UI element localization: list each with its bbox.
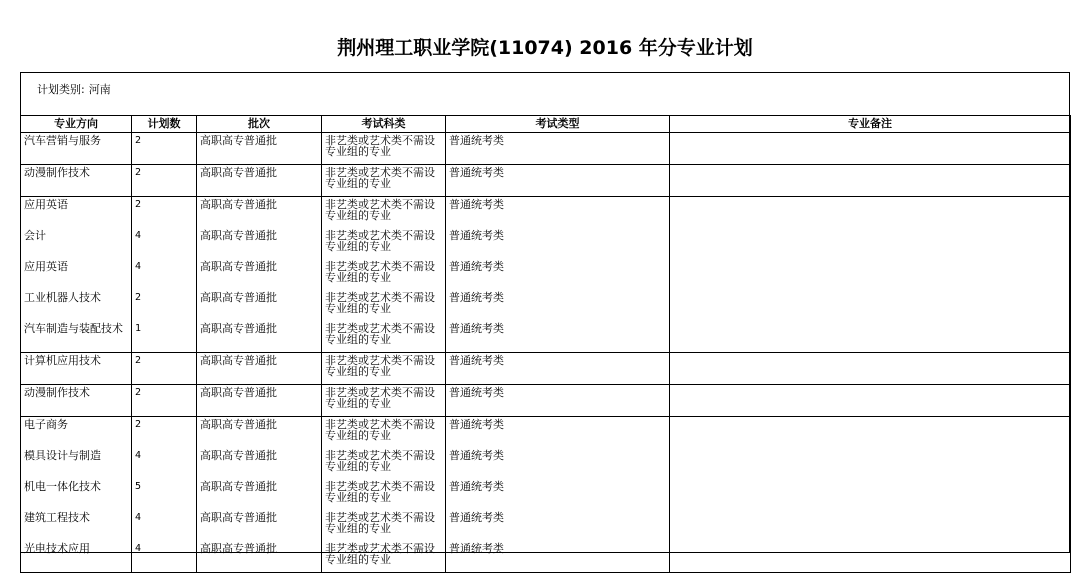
table-row <box>21 133 1071 165</box>
batch-cell: 高职高专普通批 <box>197 197 322 229</box>
table-row <box>21 165 1071 197</box>
exam-type-cell: 普通统考类 <box>446 448 670 479</box>
table-row <box>21 510 1071 541</box>
count-cell: 5 <box>132 479 197 510</box>
exam-type-cell: 普通统考类 <box>446 259 670 290</box>
subject-cell: 非艺类或艺术类不需设专业组的专业 <box>322 448 446 479</box>
major-cell: 动漫制作技术 <box>21 165 132 197</box>
plan-type-label: 计划类别: <box>37 83 85 96</box>
remark-cell <box>670 197 1071 229</box>
remark-cell <box>670 479 1071 510</box>
count-cell: 2 <box>132 353 197 385</box>
major-cell: 汽车制造与装配技术 <box>21 321 132 353</box>
batch-cell: 高职高专普通批 <box>197 228 322 259</box>
major-cell: 会计 <box>21 228 132 259</box>
exam-type-cell: 普通统考类 <box>446 165 670 197</box>
count-cell: 4 <box>132 448 197 479</box>
major-cell: 动漫制作技术 <box>21 385 132 417</box>
plan-sheet <box>20 72 1070 566</box>
table-row <box>21 321 1071 353</box>
exam-type-cell: 普通统考类 <box>446 510 670 541</box>
remark-cell <box>670 290 1071 321</box>
batch-cell: 高职高专普通批 <box>197 290 322 321</box>
batch-cell: 高职高专普通批 <box>197 541 322 573</box>
count-cell: 2 <box>132 385 197 417</box>
remark-cell <box>670 353 1071 385</box>
remark-cell <box>670 259 1071 290</box>
subject-cell: 非艺类或艺术类不需设专业组的专业 <box>322 353 446 385</box>
table-row <box>21 197 1071 229</box>
count-cell: 1 <box>132 321 197 353</box>
exam-type-cell: 普通统考类 <box>446 133 670 165</box>
remark-cell <box>670 541 1071 573</box>
batch-cell: 高职高专普通批 <box>197 321 322 353</box>
subject-cell: 非艺类或艺术类不需设专业组的专业 <box>322 321 446 353</box>
plan-table <box>20 115 1071 573</box>
exam-type-cell: 普通统考类 <box>446 290 670 321</box>
subject-cell: 非艺类或艺术类不需设专业组的专业 <box>322 197 446 229</box>
count-cell: 2 <box>132 290 197 321</box>
plan-type-line <box>37 81 111 97</box>
exam-type-cell: 普通统考类 <box>446 321 670 353</box>
remark-cell <box>670 385 1071 417</box>
count-cell: 4 <box>132 259 197 290</box>
exam-type-cell: 普通统考类 <box>446 541 670 573</box>
remark-cell <box>670 321 1071 353</box>
major-cell: 汽车营销与服务 <box>21 133 132 165</box>
remark-cell <box>670 165 1071 197</box>
table-row <box>21 290 1071 321</box>
major-cell: 机电一体化技术 <box>21 479 132 510</box>
batch-cell: 高职高专普通批 <box>197 165 322 197</box>
batch-cell: 高职高专普通批 <box>197 417 322 449</box>
exam-type-cell: 普通统考类 <box>446 479 670 510</box>
batch-cell: 高职高专普通批 <box>197 133 322 165</box>
major-cell: 工业机器人技术 <box>21 290 132 321</box>
table-row <box>21 385 1071 417</box>
table-header-row <box>21 116 1071 133</box>
major-cell: 电子商务 <box>21 417 132 449</box>
count-cell: 2 <box>132 165 197 197</box>
subject-cell: 非艺类或艺术类不需设专业组的专业 <box>322 259 446 290</box>
subject-cell: 非艺类或艺术类不需设专业组的专业 <box>322 165 446 197</box>
batch-cell: 高职高专普通批 <box>197 385 322 417</box>
remark-cell <box>670 133 1071 165</box>
exam-type-cell: 普通统考类 <box>446 228 670 259</box>
batch-cell: 高职高专普通批 <box>197 353 322 385</box>
table-row <box>21 228 1071 259</box>
remark-cell <box>670 228 1071 259</box>
table-row <box>21 259 1071 290</box>
exam-type-cell: 普通统考类 <box>446 353 670 385</box>
batch-cell: 高职高专普通批 <box>197 479 322 510</box>
column-header-subject: 考试科类 <box>322 116 446 133</box>
table-row <box>21 541 1071 573</box>
major-cell: 计算机应用技术 <box>21 353 132 385</box>
count-cell: 2 <box>132 133 197 165</box>
remark-cell <box>670 448 1071 479</box>
table-row <box>21 417 1071 449</box>
major-cell: 光电技术应用 <box>21 541 132 573</box>
column-header-count: 计划数 <box>132 116 197 133</box>
subject-cell: 非艺类或艺术类不需设专业组的专业 <box>322 541 446 573</box>
table-body <box>21 133 1071 573</box>
remark-cell <box>670 417 1071 449</box>
exam-type-cell: 普通统考类 <box>446 385 670 417</box>
subject-cell: 非艺类或艺术类不需设专业组的专业 <box>322 228 446 259</box>
exam-type-cell: 普通统考类 <box>446 197 670 229</box>
major-cell: 模具设计与制造 <box>21 448 132 479</box>
subject-cell: 非艺类或艺术类不需设专业组的专业 <box>322 290 446 321</box>
column-header-major: 专业方向 <box>21 116 132 133</box>
major-cell: 建筑工程技术 <box>21 510 132 541</box>
plan-type-value: 河南 <box>88 83 111 96</box>
subject-cell: 非艺类或艺术类不需设专业组的专业 <box>322 417 446 449</box>
count-cell: 2 <box>132 197 197 229</box>
major-cell: 应用英语 <box>21 259 132 290</box>
subject-cell: 非艺类或艺术类不需设专业组的专业 <box>322 510 446 541</box>
table-row <box>21 353 1071 385</box>
batch-cell: 高职高专普通批 <box>197 510 322 541</box>
count-cell: 4 <box>132 228 197 259</box>
remark-cell <box>670 510 1071 541</box>
count-cell: 4 <box>132 510 197 541</box>
count-cell: 2 <box>132 417 197 449</box>
batch-cell: 高职高专普通批 <box>197 259 322 290</box>
table-row <box>21 448 1071 479</box>
table-row <box>21 479 1071 510</box>
column-header-batch: 批次 <box>197 116 322 133</box>
subject-cell: 非艺类或艺术类不需设专业组的专业 <box>322 479 446 510</box>
count-cell: 4 <box>132 541 197 573</box>
subject-cell: 非艺类或艺术类不需设专业组的专业 <box>322 385 446 417</box>
subject-cell: 非艺类或艺术类不需设专业组的专业 <box>322 133 446 165</box>
page-title: 荆州理工职业学院(11074) 2016 年分专业计划 <box>337 37 753 59</box>
major-cell: 应用英语 <box>21 197 132 229</box>
column-header-exam-type: 考试类型 <box>446 116 670 133</box>
batch-cell: 高职高专普通批 <box>197 448 322 479</box>
exam-type-cell: 普通统考类 <box>446 417 670 449</box>
column-header-remark: 专业备注 <box>670 116 1071 133</box>
